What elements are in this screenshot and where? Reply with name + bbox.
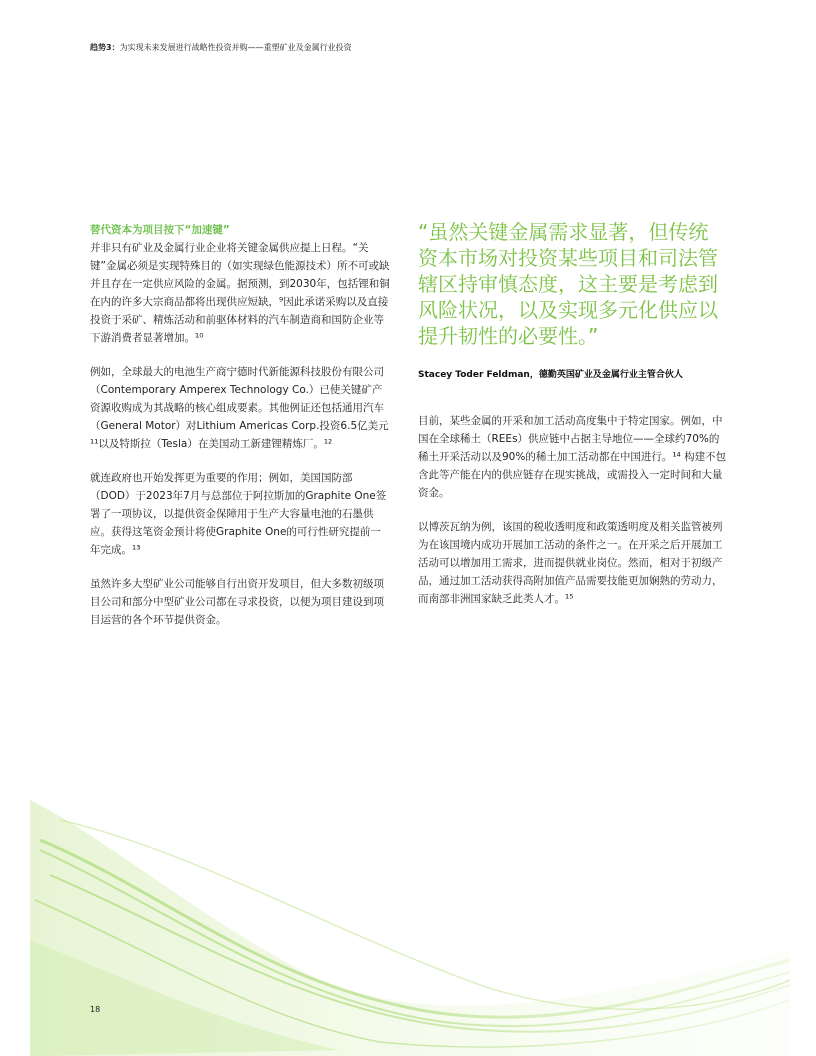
header-prefix: 趋势3： xyxy=(90,43,120,52)
body-paragraph: 虽然许多大型矿业公司能够自行出资开发项目，但大多数初级项目公司和部分中型矿业公司都在寻求投资，以便为项目建设到项目运营的各个环节提供资金。 xyxy=(90,578,384,626)
attribution-name: Stacey Toder Feldman， xyxy=(418,370,539,380)
quote-attribution xyxy=(418,367,728,380)
left-column xyxy=(90,222,390,645)
section-heading: 替代资本为项目按下“加速键” xyxy=(90,224,230,236)
body-paragraph: 例如，全球最大的电池生产商宁德时代新能源科技股份有限公司（Contemporary Amperex Technology Co.）已使关键矿产资源收购成为其战略的核心组成要素。其他例证还包括通用汽车（General Motor）对Lithium Americas Corp.投资6.5亿美元¹¹以及特斯拉（Tesla）在美国动工新建锂精炼厂。¹² xyxy=(90,366,389,450)
decorative-green-wave xyxy=(0,780,816,1056)
body-paragraph: 并非只有矿业及金属行业企业将关键金属供应提上日程。“关键”金属必须是实现特殊目的（如实现绿色能源技术）所不可或缺并且存在一定供应风险的金属。据预测，到2030年，包括锂和铜在内的许多大宗商品都将出现供应短缺，⁹因此承诺采购以及直接投资于采矿、精炼活动和前驱体材料的汽车制造商和国防企业等下游消费者显著增加。¹⁰ xyxy=(90,242,390,344)
pull-quote: “虽然关键金属需求显著，但传统资本市场对投资某些项目和司法管辖区持审慎态度，这主要是考虑到风险状况，以及实现多元化供应以提升韧性的必要性。” xyxy=(418,220,718,348)
right-column xyxy=(418,219,728,624)
body-paragraph: 就连政府也开始发挥更为重要的作用；例如，美国国防部（DOD）于2023年7月与总部位于阿拉斯加的Graphite One签署了一项协议，以提供资金保障用于生产大容量电池的石墨供应。获得这笔资金预计将使Graphite One的可行性研究提前一年完成。¹³ xyxy=(90,472,387,556)
page-number: 18 xyxy=(90,1005,101,1014)
header-title: 为实现未来发展进行战略性投资并购——重塑矿业及金属行业投资 xyxy=(119,43,352,52)
body-paragraph: 以博茨瓦纳为例，该国的税收透明度和政策透明度及相关监管被列为在该国境内成功开展加工活动的条件之一。在开采之后开展加工活动可以增加用工需求，进而提供就业岗位。然而，相对于初级产品，通过加工活动获得高附加值产品需要技能更加娴熟的劳动力，而南部非洲国家缺乏此类人才。¹⁵ xyxy=(418,521,723,605)
body-paragraph: 目前，某些金属的开采和加工活动高度集中于特定国家。例如，中国在全球稀土（REEs）供应链中占据主导地位——全球约70%的稀土开采活动以及90%的稀土加工活动都在中国进行。¹⁴ 构建不包含此等产能在内的供应链存在现实挑战，或需投入一定时间和大量资金。 xyxy=(418,415,727,499)
running-header xyxy=(90,42,352,53)
attribution-role: 德勤英国矿业及金属行业主管合伙人 xyxy=(538,370,683,380)
